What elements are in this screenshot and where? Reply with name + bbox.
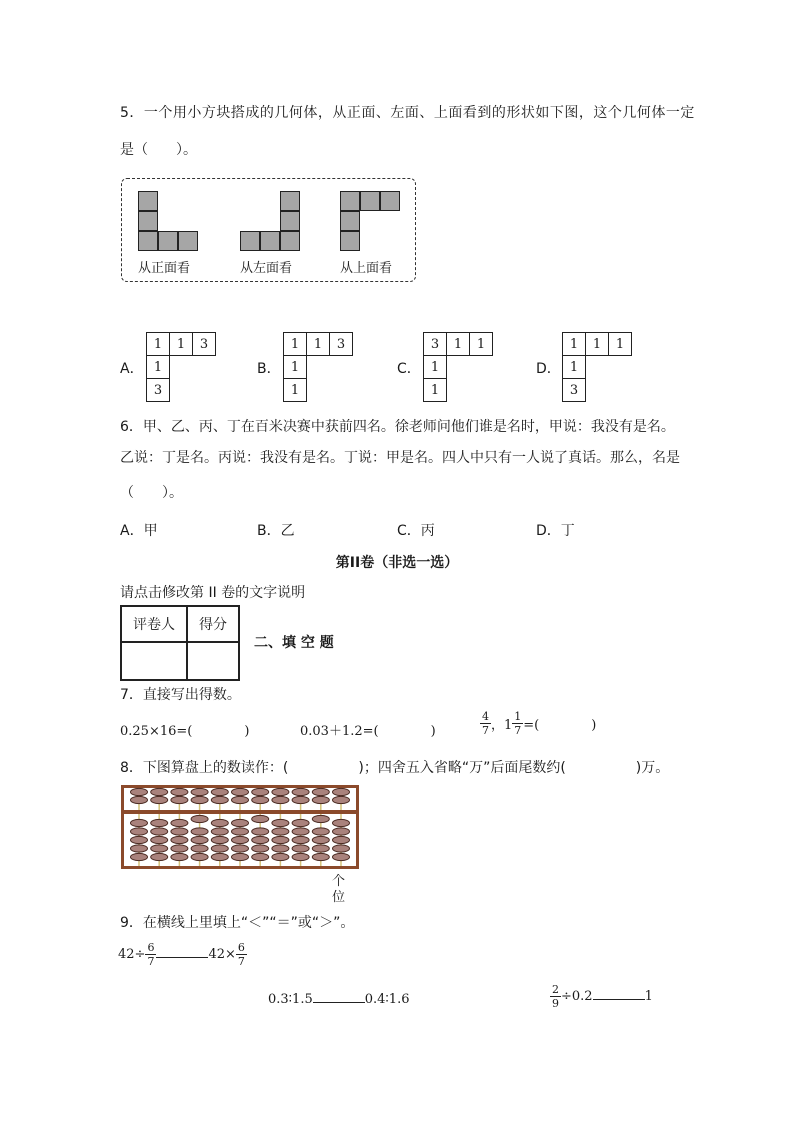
abacus-bead	[252, 828, 269, 835]
grid-cell: 1	[424, 379, 447, 402]
abacus-bead	[151, 819, 168, 826]
q9-item-a: 42÷ $\frac{6}{7}$ 42× $\frac{6}{7}$	[118, 941, 245, 968]
abacus-bead	[272, 796, 289, 803]
section-title: 二、填 空 题	[254, 635, 334, 651]
abacus-bead	[333, 836, 350, 843]
q6-text-line2: 乙说：丁是名。丙说：我没有是名。丁说：甲是名。四人中只有一人说了真话。那么，名是	[120, 450, 680, 466]
abacus-bead	[211, 819, 228, 826]
q6-text-line1: 6．甲、乙、丙、丁在百米决赛中获前四名。徐老师问他们谁是名时，甲说：我没有是名。	[120, 419, 675, 435]
grid-cell	[170, 379, 193, 402]
grid-cell	[470, 379, 493, 402]
abacus-bead	[292, 836, 309, 843]
abacus-beam	[123, 810, 357, 814]
abacus-bead	[292, 819, 309, 826]
abacus-bead	[252, 788, 269, 795]
abacus-bead	[191, 853, 208, 860]
grid-cell: 1	[470, 333, 493, 356]
abacus-bead	[333, 853, 350, 860]
q6-text-line3: （ ）。	[120, 485, 183, 501]
abacus-bead	[333, 828, 350, 835]
abacus-bead	[211, 788, 228, 795]
score-value-cell[interactable]	[187, 642, 239, 680]
q6-option-a[interactable]: A．甲	[120, 523, 158, 539]
abacus-bead	[292, 853, 309, 860]
abacus-bead	[232, 788, 249, 795]
q5-option-d-grid	[562, 332, 632, 402]
q9-item-c: $\frac{2}{9}$ ÷0.2 1	[552, 983, 653, 1010]
abacus-bead	[292, 796, 309, 803]
grid-cell	[447, 356, 470, 379]
q5-option-a-label[interactable]: A．	[120, 361, 144, 377]
abacus-bead	[191, 828, 208, 835]
grid-cell: 1	[447, 333, 470, 356]
q6-option-d[interactable]: D．丁	[536, 523, 575, 539]
abacus-bead	[292, 788, 309, 795]
grid-cell	[330, 379, 353, 402]
abacus-bead	[232, 819, 249, 826]
grid-cell: 3	[147, 379, 170, 402]
grid-cell: 1	[284, 379, 307, 402]
abacus-bead	[312, 836, 329, 843]
abacus-bead	[272, 788, 289, 795]
abacus-bead	[171, 836, 188, 843]
abacus-bead	[252, 815, 269, 822]
grid-cell: 3	[193, 333, 216, 356]
q7-frac-1: $\frac{4}{7}$	[482, 710, 489, 737]
abacus-bead	[151, 788, 168, 795]
grid-cell: 1	[609, 333, 632, 356]
abacus-bead	[191, 815, 208, 822]
q5-views-box	[121, 178, 416, 282]
score-table	[120, 605, 240, 681]
abacus-bead	[151, 845, 168, 852]
abacus-bead	[312, 796, 329, 803]
abacus-bead	[312, 853, 329, 860]
q7-frac-2: $\frac{1}{7}$	[514, 710, 522, 737]
abacus-bead	[252, 853, 269, 860]
abacus-bead	[333, 796, 350, 803]
abacus-bead	[272, 828, 289, 835]
q5-option-d-label[interactable]: D．	[536, 361, 561, 377]
abacus-bead	[272, 836, 289, 843]
abacus-bead	[211, 796, 228, 803]
abacus-bead	[272, 819, 289, 826]
q5-option-c-label[interactable]: C．	[397, 361, 421, 377]
abacus-bead	[252, 796, 269, 803]
q5-option-a-grid	[146, 332, 216, 402]
abacus-bead	[272, 853, 289, 860]
view-top-label: 从上面看	[340, 261, 393, 276]
abacus-bead	[333, 819, 350, 826]
abacus-bead	[191, 836, 208, 843]
grid-cell	[193, 356, 216, 379]
abacus-bead	[151, 828, 168, 835]
q9-blank-b[interactable]	[313, 1001, 365, 1003]
abacus-bead	[252, 845, 269, 852]
abacus-bead	[211, 853, 228, 860]
abacus-bead	[333, 845, 350, 852]
grid-cell: 1	[563, 356, 586, 379]
q7-expr-1: 0.25×16=( )	[120, 724, 250, 739]
q8-text: 8．下图算盘上的数读作：( )；四舍五入省略“万”后面尾数约( )万。	[120, 760, 670, 776]
abacus-bead	[171, 845, 188, 852]
abacus-bead	[232, 828, 249, 835]
view-left-label: 从左面看	[240, 261, 293, 276]
abacus	[121, 785, 359, 869]
abacus-bead	[171, 828, 188, 835]
grid-cell: 1	[563, 333, 586, 356]
abacus-bead	[131, 819, 148, 826]
q5-option-b-grid	[283, 332, 353, 402]
grid-cell: 3	[330, 333, 353, 356]
abacus-bead	[191, 788, 208, 795]
abacus-bead	[232, 836, 249, 843]
grid-cell	[193, 379, 216, 402]
q6-option-b[interactable]: B．乙	[257, 523, 295, 539]
q9-item-b: 0.3∶1.5 0.4∶1.6	[268, 992, 410, 1007]
abacus-bead	[211, 828, 228, 835]
q5-text-line1: 5．一个用小方块搭成的几何体，从正面、左面、上面看到的形状如下图，这个几何体一定	[120, 105, 695, 121]
score-header-grader: 评卷人	[121, 606, 187, 642]
q7-expr-2: 0.03＋1.2=( )	[300, 724, 436, 739]
abacus-bead	[171, 853, 188, 860]
q9-blank-c[interactable]	[593, 998, 645, 1000]
grid-cell	[470, 356, 493, 379]
abacus-unit-label-1: 个	[332, 874, 346, 889]
abacus-bead	[131, 845, 148, 852]
q6-option-c[interactable]: C．丙	[397, 523, 435, 539]
abacus-bead	[131, 788, 148, 795]
abacus-bead	[151, 836, 168, 843]
abacus-bead	[292, 828, 309, 835]
grid-cell	[609, 379, 632, 402]
q7-expr-3: $\frac{4}{7}$ ，1 $\frac{1}{7}$ =( )	[482, 710, 597, 737]
grid-cell	[307, 356, 330, 379]
abacus-bead	[191, 845, 208, 852]
abacus-bead	[252, 836, 269, 843]
grid-cell	[170, 356, 193, 379]
abacus-bead	[131, 853, 148, 860]
abacus-bead	[151, 796, 168, 803]
grid-cell: 1	[284, 333, 307, 356]
q5-option-b-label[interactable]: B．	[257, 361, 281, 377]
abacus-bead	[232, 845, 249, 852]
grid-cell	[307, 379, 330, 402]
grid-cell: 1	[307, 333, 330, 356]
abacus-bead	[232, 853, 249, 860]
abacus-bead	[131, 828, 148, 835]
grid-cell: 3	[563, 379, 586, 402]
q7-title: 7．直接写出得数。	[120, 687, 241, 703]
abacus-bead	[211, 845, 228, 852]
abacus-bead	[171, 819, 188, 826]
grid-cell: 1	[147, 333, 170, 356]
abacus-bead	[171, 796, 188, 803]
abacus-unit-label-2: 位	[332, 890, 346, 905]
abacus-bead	[211, 836, 228, 843]
abacus-bead	[333, 788, 350, 795]
grid-cell: 1	[424, 356, 447, 379]
score-grader-cell[interactable]	[121, 642, 187, 680]
q5-text-line2: 是（ ）。	[120, 142, 197, 158]
abacus-bead	[312, 845, 329, 852]
score-header-score: 得分	[187, 606, 239, 642]
grid-cell: 1	[586, 333, 609, 356]
q5-option-c-grid	[423, 332, 493, 402]
grid-cell: 1	[284, 356, 307, 379]
grid-cell	[586, 379, 609, 402]
q9-blank-a[interactable]	[156, 956, 208, 958]
abacus-bead	[312, 788, 329, 795]
abacus-bead	[131, 796, 148, 803]
abacus-bead	[191, 796, 208, 803]
view-front-label: 从正面看	[138, 261, 191, 276]
grid-cell	[330, 356, 353, 379]
grid-cell: 1	[147, 356, 170, 379]
abacus-bead	[171, 788, 188, 795]
grid-cell	[447, 379, 470, 402]
part2-title: 第II卷（非选一选）	[335, 555, 459, 571]
abacus-bead	[131, 836, 148, 843]
abacus-bead	[292, 845, 309, 852]
abacus-bead	[151, 853, 168, 860]
abacus-bead	[232, 796, 249, 803]
abacus-bead	[312, 828, 329, 835]
abacus-bead	[272, 845, 289, 852]
part2-note: 请点击修改第 II 卷的文字说明	[120, 585, 306, 601]
q9-title: 9．在横线上里填上“＜”“＝”或“＞”。	[120, 915, 355, 931]
grid-cell: 1	[170, 333, 193, 356]
grid-cell: 3	[424, 333, 447, 356]
grid-cell	[609, 356, 632, 379]
abacus-bead	[312, 815, 329, 822]
grid-cell	[586, 356, 609, 379]
